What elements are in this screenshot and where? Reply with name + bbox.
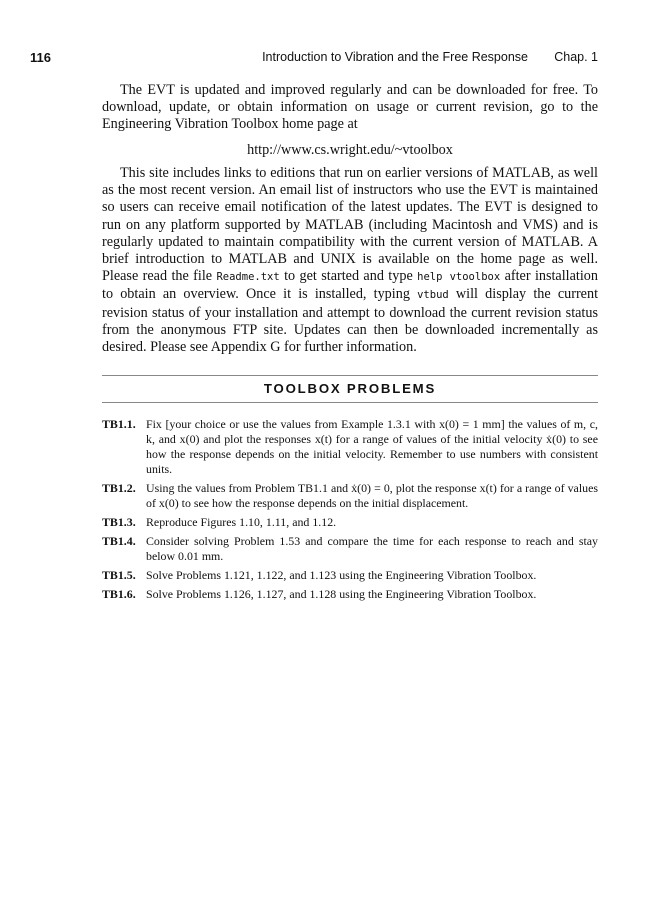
problem-label: TB1.6. (102, 587, 136, 601)
problem-text: Solve Problems 1.121, 1.122, and 1.123 using the Engineering Vibration Toolbox. (146, 568, 537, 582)
problem-text: Solve Problems 1.126, 1.127, and 1.128 using the Engineering Vibration Toolbox. (146, 587, 537, 601)
problem-text: Reproduce Figures 1.10, 1.11, and 1.12. (146, 515, 337, 529)
section-title: TOOLBOX PROBLEMS (263, 381, 437, 396)
problem-list (102, 417, 598, 606)
problem-item (102, 515, 598, 530)
page-number: 116 (30, 50, 51, 65)
problem-item (102, 534, 598, 564)
problem-item (102, 481, 598, 511)
help-command: help vtoolbox (417, 271, 501, 284)
info-paragraph (102, 165, 598, 356)
problem-item (102, 417, 598, 477)
intro-paragraph: The EVT is updated and improved regularly and can be downloaded for free. To download, update, or obtain information on usage or current revision, go to the Engineering Vibration Toolbox home page at (102, 82, 598, 133)
problem-label: TB1.1. (102, 417, 136, 431)
problem-label: TB1.3. (102, 515, 136, 529)
info-text-3: after installation to obtain an overview. Once it is installed, typing (102, 268, 598, 303)
info-text-4: will display the current revision status of your installation and attempt to download the current revision status from the anonymous FTP site. Updates can then be downloaded incrementally as desired. Please see Appendix G for further information. (102, 286, 599, 356)
page-header (30, 50, 598, 68)
info-text-2: to get started and type (284, 268, 413, 285)
section-divider-bottom (102, 402, 598, 403)
problem-label: TB1.5. (102, 568, 136, 582)
problem-text: Consider solving Problem 1.53 and compare the time for each response to reach and stay below 0.01 mm. (146, 534, 598, 563)
section-divider-top (102, 375, 598, 376)
toolbox-url[interactable]: http://www.cs.wright.edu/~vtoolbox (247, 142, 453, 158)
problem-label: TB1.4. (102, 534, 136, 548)
problem-item (102, 587, 598, 602)
problem-text: Using the values from Problem TB1.1 and ẋ(0) = 0, plot the response x(t) for a range of values of x(0) to see how the response depends on the initial displacement. (146, 481, 598, 510)
vtbud-command: vtbud (417, 289, 449, 302)
chapter-label: Chap. 1 (554, 50, 598, 64)
problem-text: Fix [your choice or use the values from Example 1.3.1 with x(0) = 1 mm] the values of m, c, k, and x(0) and plot the responses x(t) for a range of values of the initial velocity ẋ(0) to see how the response depends on the initial velocity. Remember to use numbers with consistent units. (146, 417, 598, 476)
problem-item (102, 568, 598, 583)
problem-label: TB1.2. (102, 481, 136, 495)
readme-filename: Readme.txt (216, 271, 280, 284)
running-title: Introduction to Vibration and the Free Response (262, 50, 528, 64)
info-text-1: This site includes links to editions that run on earlier versions of MATLAB, as well as the most recent version. An email list of instructors who use the EVT is maintained so users can receive email notification of the latest updates. The EVT is designed to run on any platform supported by MATLAB (including Macintosh and VMS) and is regularly updated to maintain compatibility with the current version of MATLAB. A brief introduction to MATLAB and UNIX is available on the home page as well. Please read the file (102, 165, 598, 285)
